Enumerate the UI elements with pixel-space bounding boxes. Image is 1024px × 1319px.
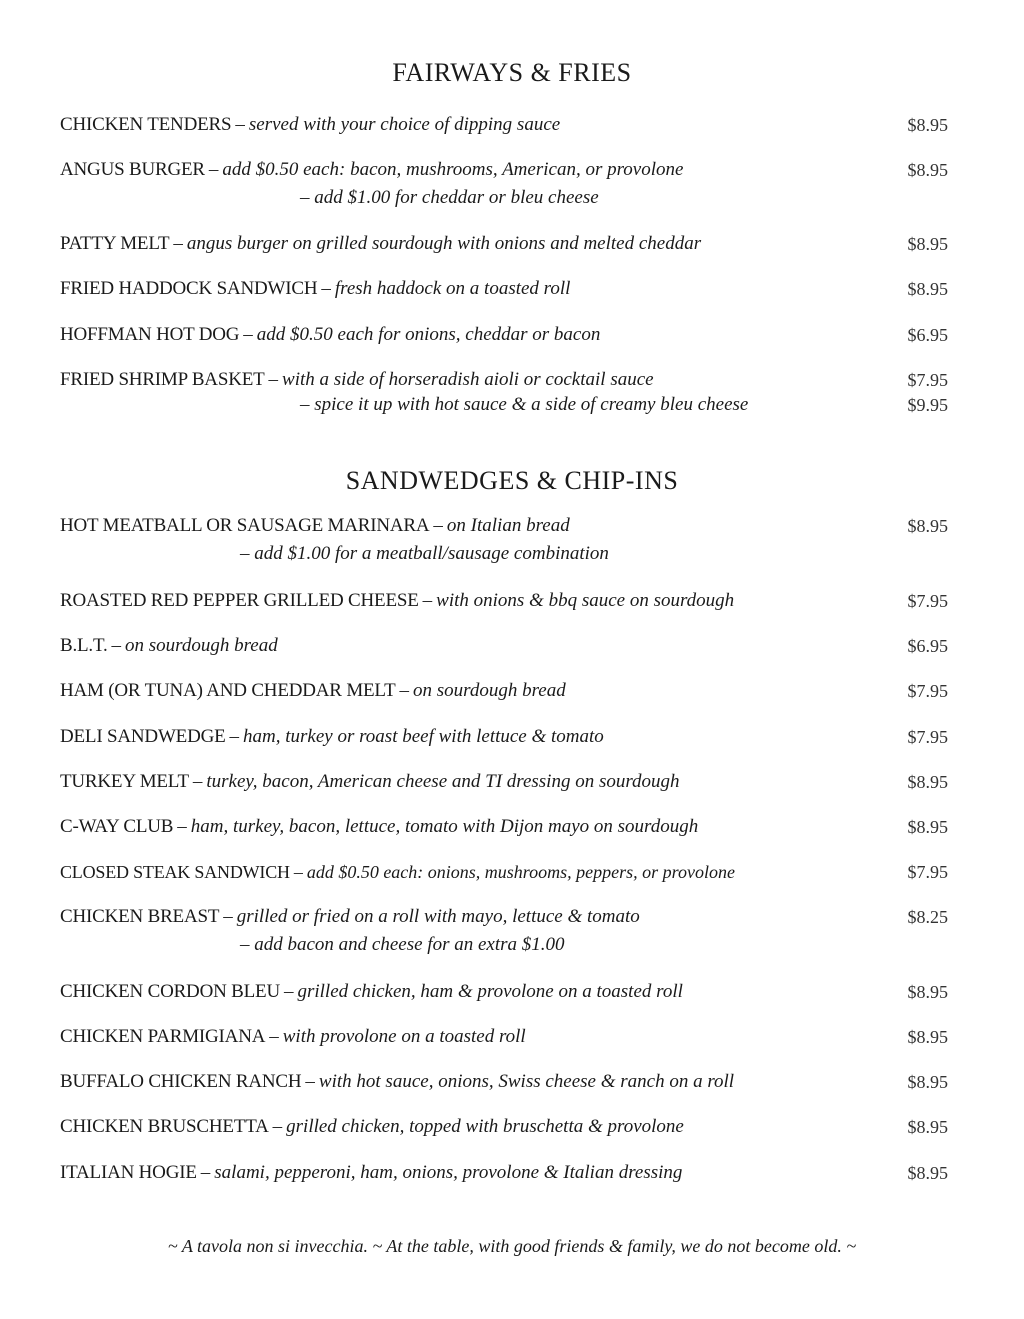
item-desc: add $0.50 each: bacon, mushrooms, American, or provolone — [222, 159, 684, 180]
menu-item: CHICKEN BRUSCHETTA – grilled chicken, topped with bruschetta & provolone $8.95 — [60, 1113, 948, 1143]
item-price: $8.95 — [907, 234, 948, 254]
section-title-sandwedges: SANDWEDGES & CHIP-INS — [345, 466, 679, 495]
item-desc: grilled or fried on a roll with mayo, lettuce & tomato — [236, 906, 640, 927]
item-sub: – add $1.00 for a meatball/sausage combination — [240, 543, 609, 564]
item-price: $6.95 — [907, 636, 948, 656]
item-price: $8.95 — [907, 982, 948, 1002]
item-name: CHICKEN PARMIGIANA — [60, 1026, 266, 1047]
item-price: $8.95 — [907, 1072, 948, 1092]
item-name: CHICKEN BREAST — [60, 906, 220, 927]
item-desc: salami, pepperoni, ham, onions, provolone & Italian dressing — [214, 1162, 683, 1183]
item-name: HOT MEATBALL OR SAUSAGE MARINARA — [60, 515, 430, 536]
menu-item: B.L.T. – on sourdough bread $6.95 — [60, 632, 948, 662]
item-name: CHICKEN TENDERS — [60, 114, 232, 135]
item-name: CHICKEN CORDON BLEU — [60, 981, 280, 1002]
menu-item: DELI SANDWEDGE – ham, turkey or roast beef with lettuce & tomato $7.95 — [60, 723, 948, 753]
item-price: $8.25 — [907, 907, 948, 927]
item-desc: fresh haddock on a toasted roll — [334, 278, 571, 299]
item-desc: with onions & bbq sauce on sourdough — [436, 590, 735, 611]
item-sub: – spice it up with hot sauce & a side of creamy bleu cheese — [300, 394, 749, 415]
menu-item: PATTY MELT – angus burger on grilled sourdough with onions and melted cheddar $8.95 — [60, 230, 948, 260]
item-desc: add $0.50 each: onions, mushrooms, peppers, or provolone — [306, 862, 735, 882]
item-name: ANGUS BURGER — [60, 159, 205, 180]
item-price: $8.95 — [907, 279, 948, 299]
item-desc: on sourdough bread — [125, 635, 278, 656]
item-name: B.L.T. — [60, 635, 108, 656]
item-price: $7.95 — [907, 862, 948, 882]
menu-item: HOFFMAN HOT DOG – add $0.50 each for onions, cheddar or bacon $6.95 — [60, 321, 948, 351]
item-price: $7.95 — [907, 591, 948, 611]
item-desc: grilled chicken, topped with bruschetta & provolone — [286, 1116, 684, 1137]
item-name: FRIED SHRIMP BASKET — [60, 369, 265, 390]
item-desc: grilled chicken, ham & provolone on a toasted roll — [297, 981, 683, 1002]
item-name: CLOSED STEAK SANDWICH — [60, 862, 290, 882]
menu-item: FRIED HADDOCK SANDWICH – fresh haddock on a toasted roll $8.95 — [60, 275, 948, 305]
item-price: $8.95 — [907, 817, 948, 837]
menu-item: HOT MEATBALL OR SAUSAGE MARINARA – on Italian bread $8.95 – add $1.00 for a meatball/sausage combination — [60, 512, 948, 570]
item-name: TURKEY MELT — [60, 771, 189, 792]
item-sub: – add $1.00 for cheddar or bleu cheese — [300, 187, 599, 208]
item-price: $8.95 — [907, 772, 948, 792]
menu-item: HAM (OR TUNA) AND CHEDDAR MELT – on sourdough bread $7.95 — [60, 677, 948, 707]
item-name: HAM (OR TUNA) AND CHEDDAR MELT — [60, 680, 396, 701]
item-name: HOFFMAN HOT DOG — [60, 324, 240, 345]
menu-item: CHICKEN BREAST – grilled or fried on a roll with mayo, lettuce & tomato $8.25 – add bacon and cheese for an extra $1.00 — [60, 903, 948, 961]
item-name: BUFFALO CHICKEN RANCH — [60, 1071, 302, 1092]
item-desc: on Italian bread — [446, 515, 570, 536]
item-name: C-WAY CLUB — [60, 816, 174, 837]
menu-item: ANGUS BURGER – add $0.50 each: bacon, mushrooms, American, or provolone $8.95 – add $1.00 for cheddar or bleu cheese — [60, 156, 948, 214]
menu-item: ITALIAN HOGIE – salami, pepperoni, ham, onions, provolone & Italian dressing $8.95 — [60, 1159, 948, 1189]
item-price: $8.95 — [907, 1163, 948, 1183]
item-price: $8.95 — [907, 160, 948, 180]
item-name: CHICKEN BRUSCHETTA — [60, 1116, 269, 1137]
item-price: $7.95 — [907, 370, 948, 390]
item-desc: ham, turkey, bacon, lettuce, tomato with Dijon mayo on sourdough — [190, 816, 699, 837]
item-price: $8.95 — [907, 1027, 948, 1047]
item-price: $8.95 — [907, 516, 948, 536]
item-desc: on sourdough bread — [412, 680, 566, 701]
menu-item: ROASTED RED PEPPER GRILLED CHEESE – with onions & bbq sauce on sourdough $7.95 — [60, 587, 948, 617]
item-desc: with hot sauce, onions, Swiss cheese & ranch on a roll — [318, 1071, 735, 1092]
menu-item: BUFFALO CHICKEN RANCH – with hot sauce, onions, Swiss cheese & ranch on a roll $8.95 — [60, 1068, 948, 1098]
item-desc: with a side of horseradish aioli or cocktail sauce — [282, 369, 654, 390]
menu-item: FRIED SHRIMP BASKET – with a side of horseradish aioli or cocktail sauce $7.95 – spice it up with hot sauce & a side of creamy bleu cheese $9.95 — [60, 366, 948, 422]
menu-item: CHICKEN CORDON BLEU – grilled chicken, ham & provolone on a toasted roll $8.95 — [60, 978, 948, 1008]
item-price: $6.95 — [907, 325, 948, 345]
item-price: $7.95 — [907, 727, 948, 747]
menu-item: CLOSED STEAK SANDWICH – add $0.50 each: onions, mushrooms, peppers, or provolone $7.95 — [60, 858, 948, 888]
item-desc: add $0.50 each for onions, cheddar or bacon — [256, 324, 601, 345]
footer-quote: ~ A tavola non si invecchia. ~ At the table, with good friends & family, we do not become old. ~ — [167, 1236, 857, 1256]
menu-item: CHICKEN PARMIGIANA – with provolone on a toasted roll $8.95 — [60, 1023, 948, 1053]
item-name: FRIED HADDOCK SANDWICH — [60, 278, 318, 299]
item-desc: served with your choice of dipping sauce — [248, 114, 561, 135]
item-price: $7.95 — [907, 681, 948, 701]
item-price: $8.95 — [907, 1117, 948, 1137]
item-sub-price: $9.95 — [907, 395, 948, 415]
item-name: ITALIAN HOGIE — [60, 1162, 197, 1183]
item-desc: with provolone on a toasted roll — [282, 1026, 526, 1047]
item-desc: ham, turkey or roast beef with lettuce & tomato — [243, 726, 604, 747]
item-name: ROASTED RED PEPPER GRILLED CHEESE — [60, 590, 419, 611]
item-price: $8.95 — [907, 115, 948, 135]
menu-item: C-WAY CLUB – ham, turkey, bacon, lettuce, tomato with Dijon mayo on sourdough $8.95 — [60, 813, 948, 843]
menu-item: CHICKEN TENDERS – served with your choice of dipping sauce $8.95 — [60, 111, 948, 141]
item-name: PATTY MELT — [60, 233, 170, 254]
item-sub: – add bacon and cheese for an extra $1.00 — [240, 934, 565, 955]
item-name: DELI SANDWEDGE — [60, 726, 226, 747]
section-title-fairways: FAIRWAYS & FRIES — [392, 58, 632, 87]
item-desc: angus burger on grilled sourdough with onions and melted cheddar — [186, 233, 702, 254]
menu-item: TURKEY MELT – turkey, bacon, American cheese and TI dressing on sourdough $8.95 — [60, 768, 948, 798]
item-desc: turkey, bacon, American cheese and TI dressing on sourdough — [206, 771, 680, 792]
